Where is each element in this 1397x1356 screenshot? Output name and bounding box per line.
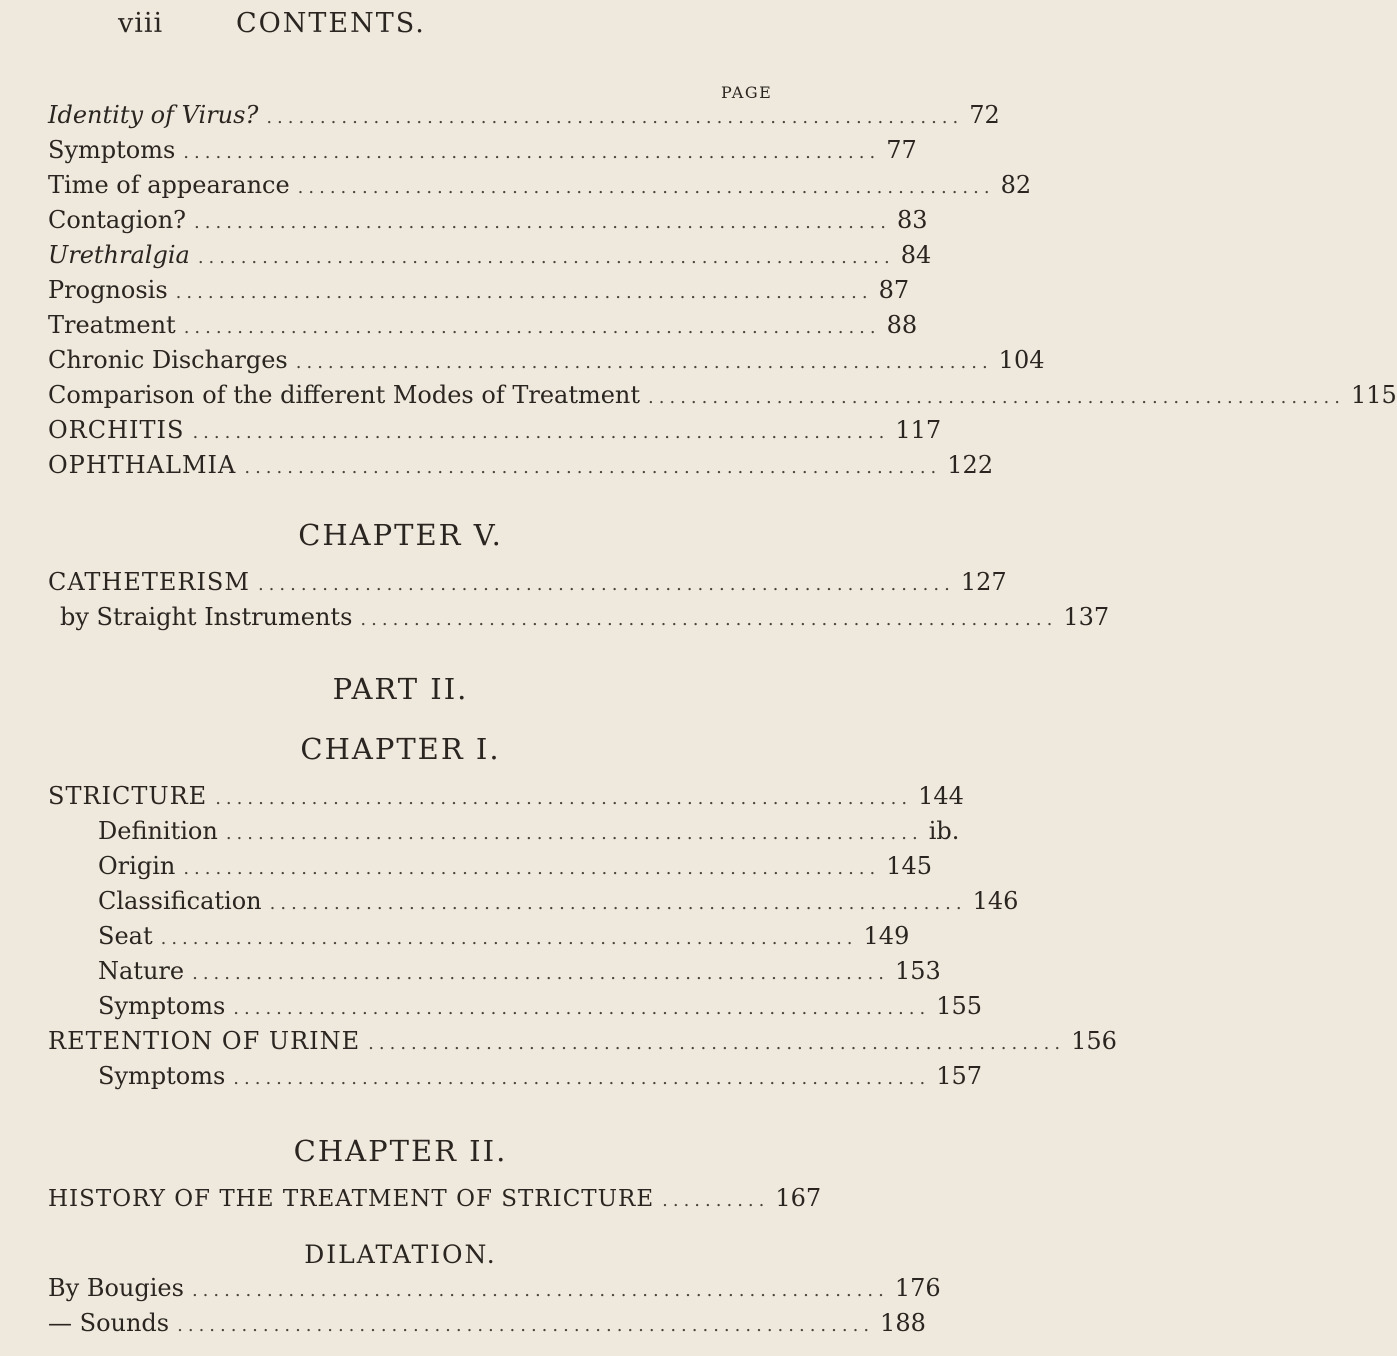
chapter-heading: CHAPTER I. — [300, 732, 501, 766]
toc-entry-page: 87 — [878, 276, 910, 304]
dot-leader: ................................................................. — [368, 1033, 1066, 1054]
toc-entry-page: 156 — [1071, 1027, 1117, 1055]
toc-entry-page: 145 — [886, 852, 933, 880]
toc-entry — [48, 451, 994, 487]
dot-leader: ................................................................. — [192, 963, 890, 984]
toc-entry-title: RETENTION OF URINE — [48, 1027, 361, 1055]
toc-entry-title: Identity of Virus? — [48, 101, 259, 129]
toc-entry-page: 127 — [960, 568, 1007, 596]
toc-entry — [48, 1184, 822, 1220]
toc-entry — [98, 887, 1019, 923]
toc-entry — [48, 1309, 926, 1345]
toc-entry-title: Symptoms — [98, 992, 226, 1020]
dot-leader: ................................................................. — [160, 928, 858, 949]
dot-leader: ................................................................. — [233, 998, 931, 1019]
toc-entry — [48, 416, 942, 452]
dot-leader: ................................................................. — [225, 823, 923, 844]
dot-leader: ................................................................. — [295, 352, 993, 373]
toc-entry-page: 84 — [900, 241, 932, 269]
dot-leader: .......... — [662, 1190, 770, 1211]
dot-leader: ................................................................. — [244, 457, 942, 478]
toc-entry-title: Chronic Discharges — [48, 346, 288, 374]
toc-entry — [48, 782, 964, 818]
toc-entry-page: 82 — [1000, 171, 1032, 199]
toc-entry — [48, 311, 918, 347]
toc-entry-title: Symptoms — [98, 1062, 226, 1090]
toc-entry-page: 153 — [895, 957, 941, 985]
dot-leader: ................................................................. — [360, 609, 1058, 630]
toc-entry-title: Prognosis — [48, 276, 168, 304]
dot-leader: ................................................................. — [191, 1280, 889, 1301]
dot-leader: ................................................................. — [257, 574, 955, 595]
toc-entry — [48, 1027, 1117, 1063]
toc-entry-page: 117 — [895, 416, 942, 444]
toc-entry — [98, 852, 933, 888]
toc-entry — [98, 817, 960, 853]
toc-entry-title: By Bougies — [48, 1274, 184, 1302]
toc-entry — [48, 101, 1000, 137]
toc-entry-page: ib. — [928, 817, 960, 845]
chapter-heading: CHAPTER II. — [293, 1134, 508, 1168]
dot-leader: ................................................................. — [183, 142, 881, 163]
toc-entry-page: 155 — [936, 992, 983, 1020]
toc-entry-title: Definition — [98, 817, 218, 845]
toc-entry-page: 83 — [896, 206, 928, 234]
toc-entry-title: Comparison of the different Modes of Treatment — [48, 381, 641, 409]
toc-entry-title: Contagion? — [48, 206, 187, 234]
toc-entry-page: 167 — [775, 1184, 822, 1212]
toc-entry-page: 115 — [1350, 381, 1397, 409]
dot-leader: ................................................................. — [233, 1068, 931, 1089]
toc-entry-title: Urethralgia — [48, 241, 190, 269]
toc-entry-title: — Sounds — [48, 1309, 170, 1337]
dot-leader: ................................................................. — [183, 858, 881, 879]
toc-entry — [98, 992, 983, 1028]
toc-entry-title: Seat — [98, 922, 153, 950]
toc-entry — [98, 1062, 983, 1098]
toc-entry-page: 146 — [972, 887, 1019, 915]
section-heading: DILATATION. — [304, 1240, 497, 1269]
toc-entry — [48, 276, 910, 312]
dot-leader: ................................................................. — [269, 893, 967, 914]
dot-leader: ................................................................. — [177, 1315, 875, 1336]
running-head — [0, 8, 801, 44]
toc-entry — [48, 381, 1397, 417]
dot-leader: ................................................................. — [192, 422, 890, 443]
toc-entry — [48, 568, 1007, 604]
toc-entry-page: 104 — [998, 346, 1045, 374]
toc-entry-page: 72 — [969, 101, 1000, 129]
toc-entry — [48, 136, 917, 172]
toc-entry-title: ORCHITIS — [48, 416, 185, 444]
dot-leader: ................................................................. — [194, 212, 891, 233]
dot-leader: ................................................................. — [183, 317, 881, 338]
toc-entry-page: 77 — [886, 136, 917, 164]
page-number: viii — [118, 8, 164, 39]
toc-entry-page: 88 — [886, 311, 918, 339]
running-title: CONTENTS. — [236, 8, 426, 39]
toc-entry-title: Nature — [98, 957, 185, 985]
toc-entry-page: 144 — [918, 782, 964, 810]
toc-entry-page: 176 — [894, 1274, 941, 1302]
toc-entry-title: CATHETERISM — [48, 568, 250, 596]
toc-entry-title: Origin — [98, 852, 176, 880]
toc-entry-title: Time of appearance — [48, 171, 290, 199]
toc-entry — [48, 603, 1110, 639]
toc-entry — [98, 922, 910, 958]
toc-entry-page: 149 — [863, 922, 910, 950]
chapter-heading: CHAPTER V. — [298, 518, 503, 552]
toc-entry — [98, 957, 941, 993]
toc-entry-title: Symptoms — [48, 136, 176, 164]
toc-entry-title: OPHTHALMIA — [48, 451, 237, 479]
toc-entry-title: Treatment — [48, 311, 176, 339]
toc-entry-page: 122 — [947, 451, 994, 479]
toc-entry — [48, 206, 928, 242]
part-heading: PART II. — [332, 672, 469, 706]
dot-leader: ................................................................. — [266, 107, 964, 128]
toc-entry-page: 188 — [880, 1309, 926, 1337]
page-column-label: PAGE — [721, 83, 773, 102]
dot-leader: ................................................................. — [215, 788, 913, 809]
toc-entry-page: 157 — [936, 1062, 983, 1090]
dot-leader: ................................................................. — [297, 177, 995, 198]
toc-entry — [48, 171, 1032, 207]
toc-entry-title: by Straight Instruments — [60, 603, 353, 631]
toc-entry — [48, 346, 1045, 382]
toc-entry-page: 137 — [1063, 603, 1110, 631]
toc-entry — [48, 241, 932, 277]
dot-leader: ................................................................. — [175, 282, 873, 303]
toc-entry-title: STRICTURE — [48, 782, 208, 810]
dot-leader: ................................................................. — [197, 247, 895, 268]
dot-leader: ................................................................. — [648, 387, 1345, 408]
toc-entry — [48, 1274, 941, 1310]
toc-entry-title: HISTORY OF THE TREATMENT OF STRICTURE — [48, 1186, 655, 1212]
toc-entry-title: Classification — [98, 887, 262, 915]
